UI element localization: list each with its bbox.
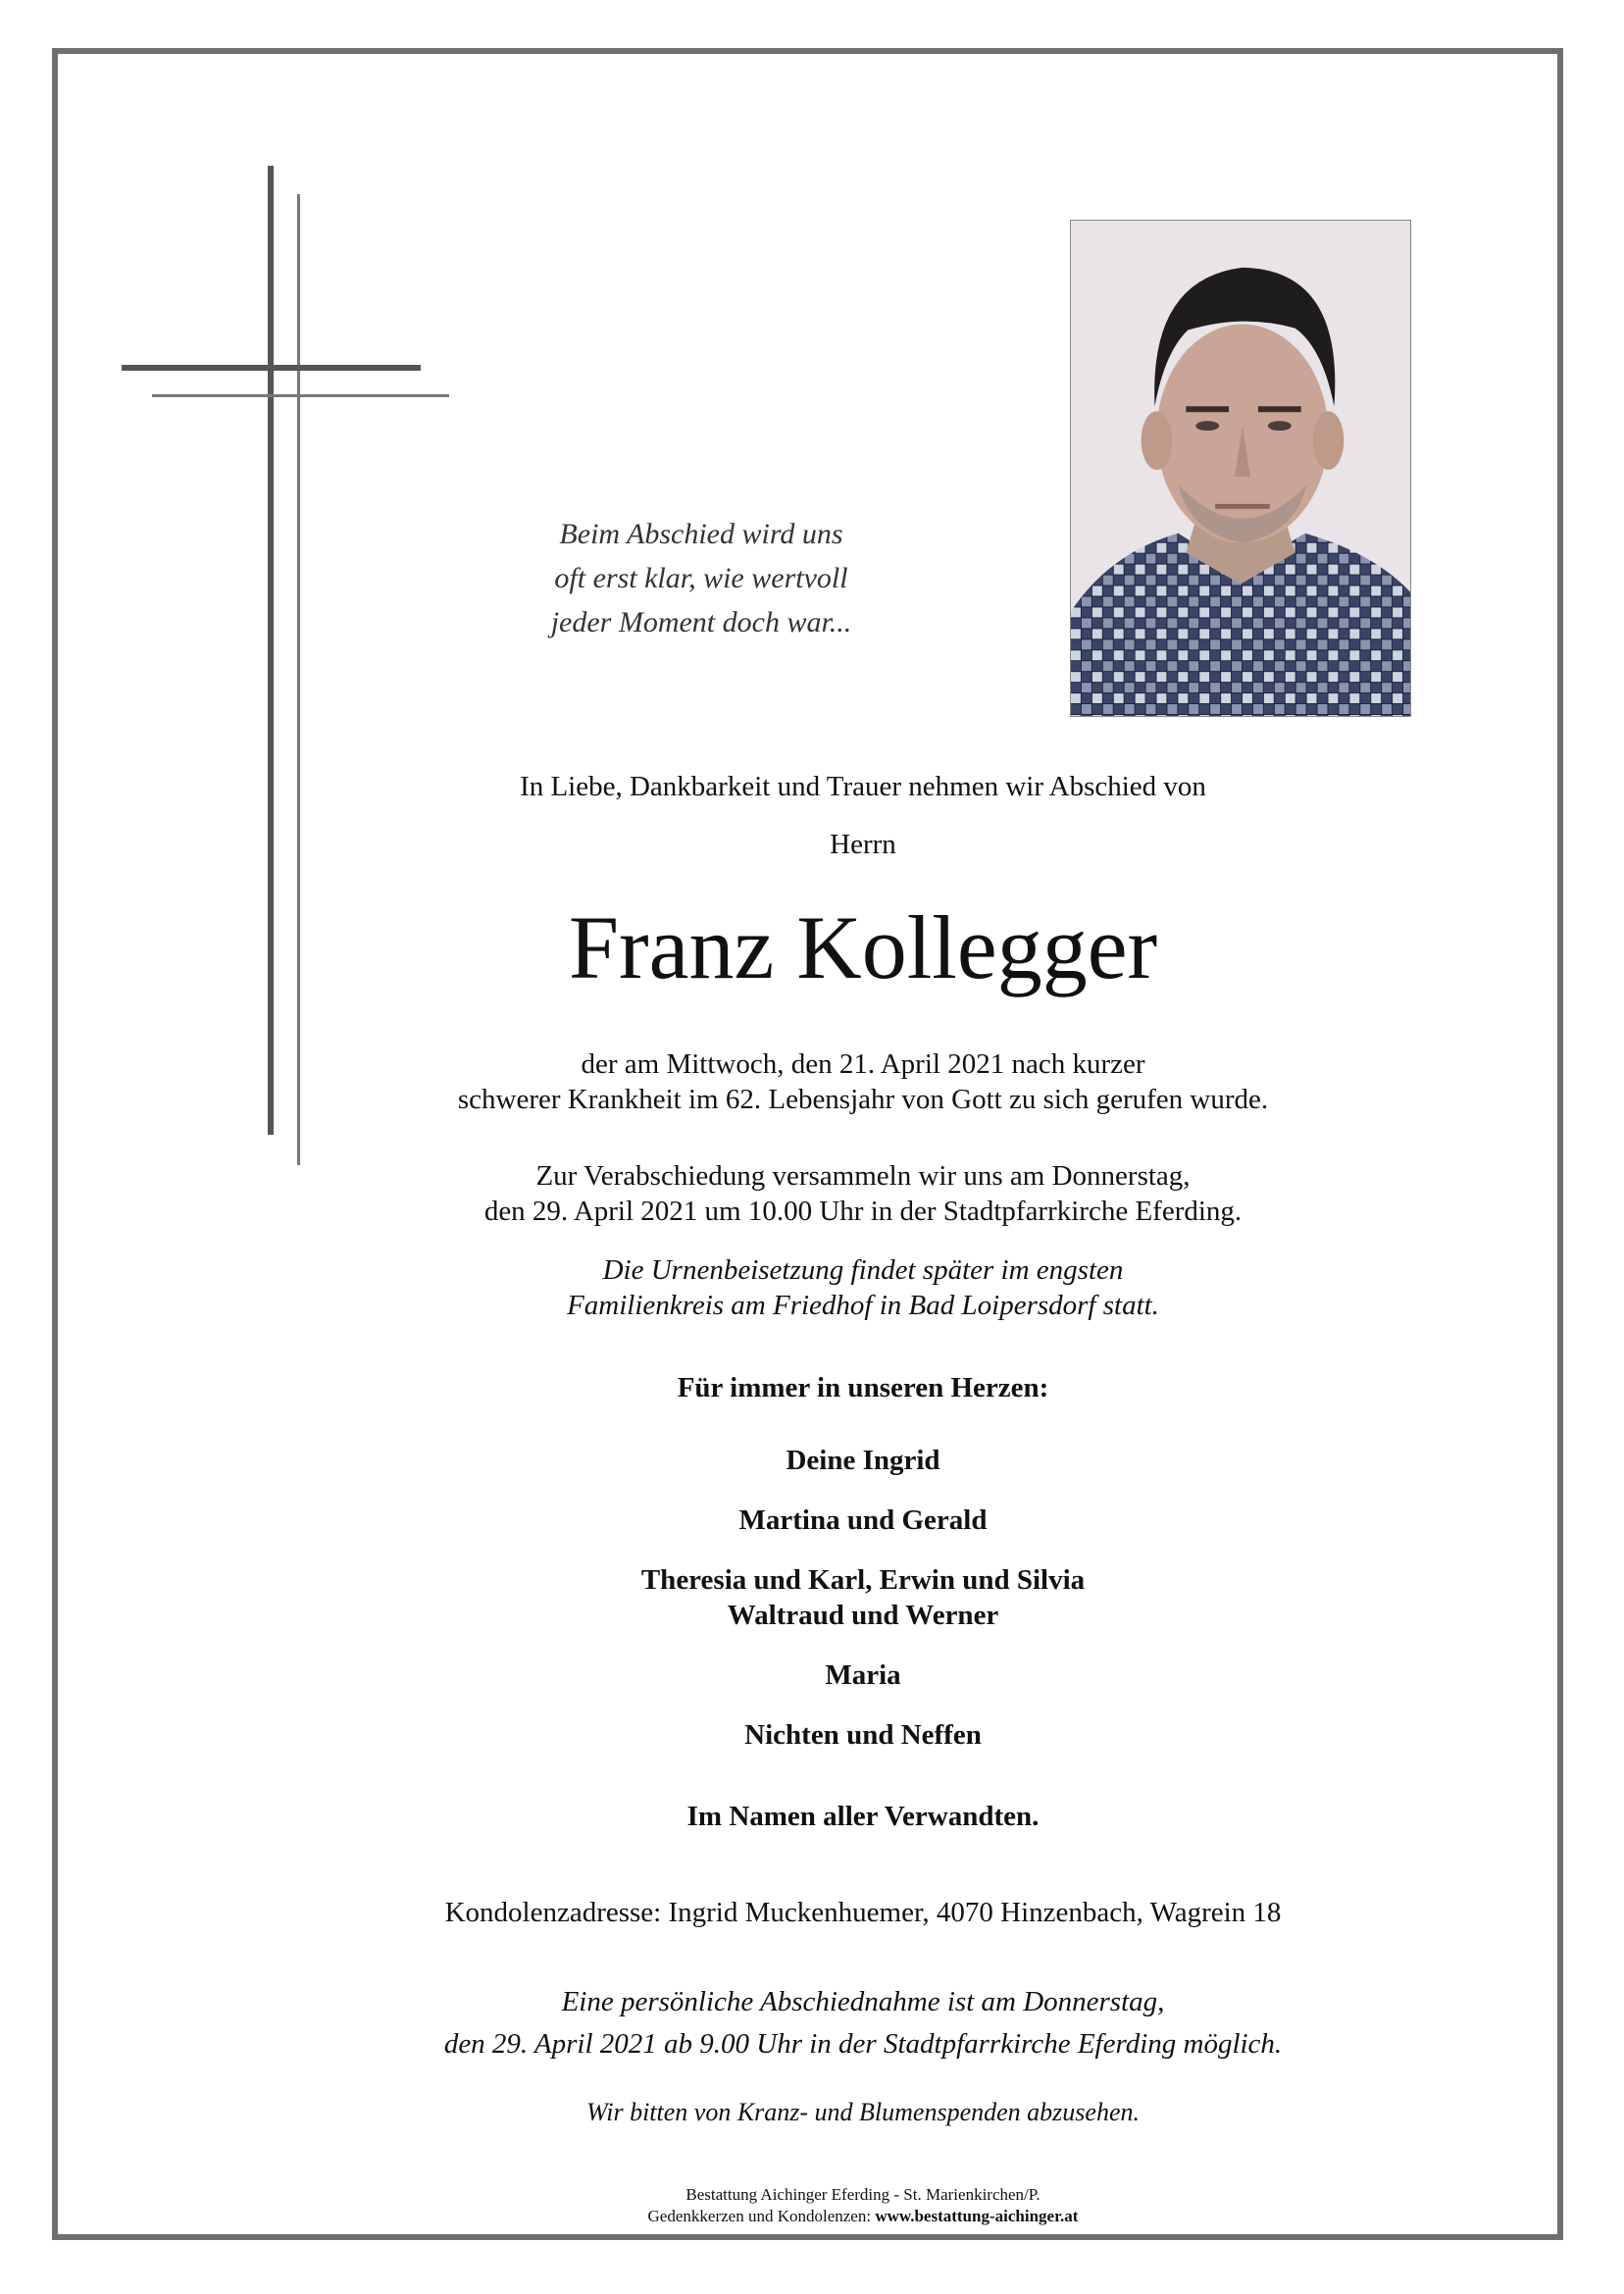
relatives-line: Im Namen aller Verwandten. <box>686 1801 1040 1832</box>
footer-funeral-home: Bestattung Aichinger Eferding - St. Marienkirchen/P. <box>685 2185 1040 2204</box>
portrait-photo <box>1070 220 1411 717</box>
farewell-line: Zur Verabschiedung versammeln wir uns am Donnerstag, <box>535 1160 1191 1192</box>
condolence-address: Kondolenzadresse: Ingrid Muckenhuemer, 4070 Hinzenbach, Wagrein 18 <box>444 1897 1282 1928</box>
death-notice-line: schwerer Krankheit im 62. Lebensjahr von Gott zu sich gerufen wurde. <box>457 1084 1269 1115</box>
farewell-line: den 29. April 2021 um 10.00 Uhr in der Stadtpfarrkirche Eferding. <box>483 1196 1243 1227</box>
mourners-heading: Für immer in unseren Herzen: <box>677 1372 1049 1403</box>
footer-condolences-label: Gedenkkerzen und Kondolenzen: <box>647 2207 876 2225</box>
viewing-line: den 29. April 2021 ab 9.00 Uhr in der Stadtpfarrkirche Eferding möglich. <box>443 2028 1283 2060</box>
salutation: Herrn <box>830 829 896 860</box>
mourner-entry: Theresia und Karl, Erwin und Silvia <box>640 1564 1086 1596</box>
verse-line: jeder Moment doch war... <box>550 606 852 638</box>
urn-burial-line: Familienkreis am Friedhof in Bad Loipersdorf statt. <box>567 1290 1159 1321</box>
flowers-note: Wir bitten von Kranz- und Blumenspenden abzusehen. <box>586 2098 1140 2126</box>
verse-line: Beim Abschied wird uns <box>559 518 843 550</box>
death-notice-line: der am Mittwoch, den 21. April 2021 nach kurzer <box>581 1048 1145 1080</box>
verse-line: oft erst klar, wie wertvoll <box>554 562 848 594</box>
memorial-verse <box>461 512 941 644</box>
footer-condolences <box>314 2206 1412 2227</box>
footer-website-link[interactable]: www.bestattung-aichinger.at <box>875 2207 1079 2225</box>
deceased-name: Franz Kollegger <box>568 897 1158 997</box>
urn-burial-line: Die Urnenbeisetzung findet später im engsten <box>602 1254 1124 1286</box>
mourner-entry: Nichten und Neffen <box>744 1719 982 1751</box>
intro-text: In Liebe, Dankbarkeit und Trauer nehmen wir Abschied von <box>520 771 1206 802</box>
mourner-entry: Maria <box>825 1659 901 1691</box>
mourner-entry: Waltraud und Werner <box>727 1600 999 1631</box>
mourner-entry: Deine Ingrid <box>786 1445 940 1476</box>
mourner-entry: Martina und Gerald <box>738 1504 988 1536</box>
viewing-line: Eine persönliche Abschiednahme ist am Donnerstag, <box>561 1986 1165 2017</box>
